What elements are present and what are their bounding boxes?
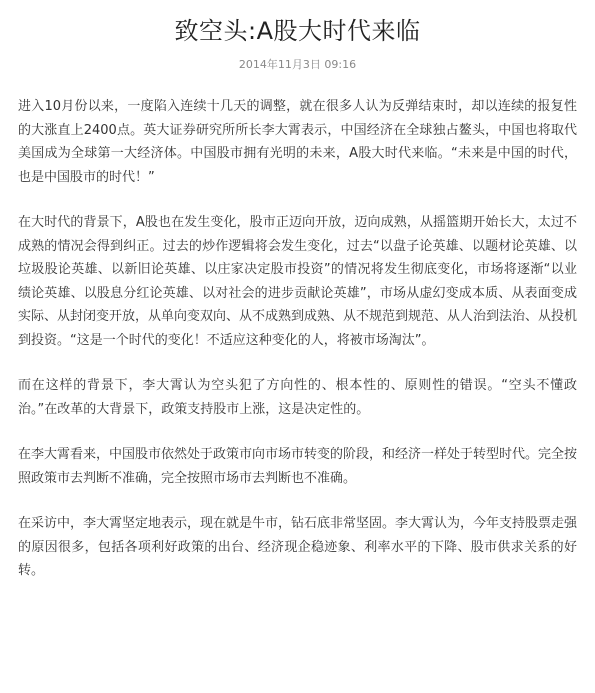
paragraph-2: 在大时代的背景下，A股也在发生变化，股市正迈向开放，迈向成熟，从摇篮期开始长大，太过不成熟的情况会得到纠正。过去的炒作逻辑将会发生变化，过去“以盘子论英雄、以题材论英雄、以垃圾股论英雄、以新旧论英雄、以庄家决定股市投资”的情况将发生彻底变化，市场将逐渐“以业绩论英雄、以股息分红论英雄、以对社会的进步贡献论英雄”，市场从虚幻变成本质、从表面变成实际、从封闭变开放，从单向变双向、从不成熟到成熟、从不规范到规范、从人治到法治、从投机到投资。“这是一个时代的变化！不适应这种变化的人，将被市场淘汰”。 — [18, 215, 578, 348]
paragraph-5: 在采访中，李大霄坚定地表示，现在就是牛市，钻石底非常坚固。李大霄认为，今年支持股票走强的原因很多，包括各项利好政策的出台、经济现企稳迹象、利率水平的下降、股市供求关系的好转。 — [18, 516, 578, 578]
publish-date: 2014年11月3日 09:16 — [238, 58, 357, 71]
paragraph-1: 进入10月份以来，一度陷入连续十几天的调整，就在很多人认为反弹结束时，却以连续的报复性的大涨直上2400点。英大证券研究所所长李大霄表示，中国经济在全球独占鳌头，中国也将取代美国成为全球第一大经济体。中国股市拥有光明的未来，A股大时代来临。“未来是中国的时代，也是中国股市的时代！” — [18, 99, 577, 185]
article-title: 致空头:A股大时代来临 — [174, 17, 421, 45]
paragraph-4: 在李大霄看来，中国股市依然处于政策市向市场市转变的阶段，和经济一样处于转型时代。完全按照政策市去判断不准确，完全按照市场市去判断也不准确。 — [18, 447, 578, 486]
paragraph-3: 而在这样的背景下，李大霄认为空头犯了方向性的、根本性的、原则性的错误。“空头不懂政治。”在改革的大背景下，政策支持股市上涨，这是决定性的。 — [18, 378, 577, 417]
article-body — [18, 95, 577, 583]
